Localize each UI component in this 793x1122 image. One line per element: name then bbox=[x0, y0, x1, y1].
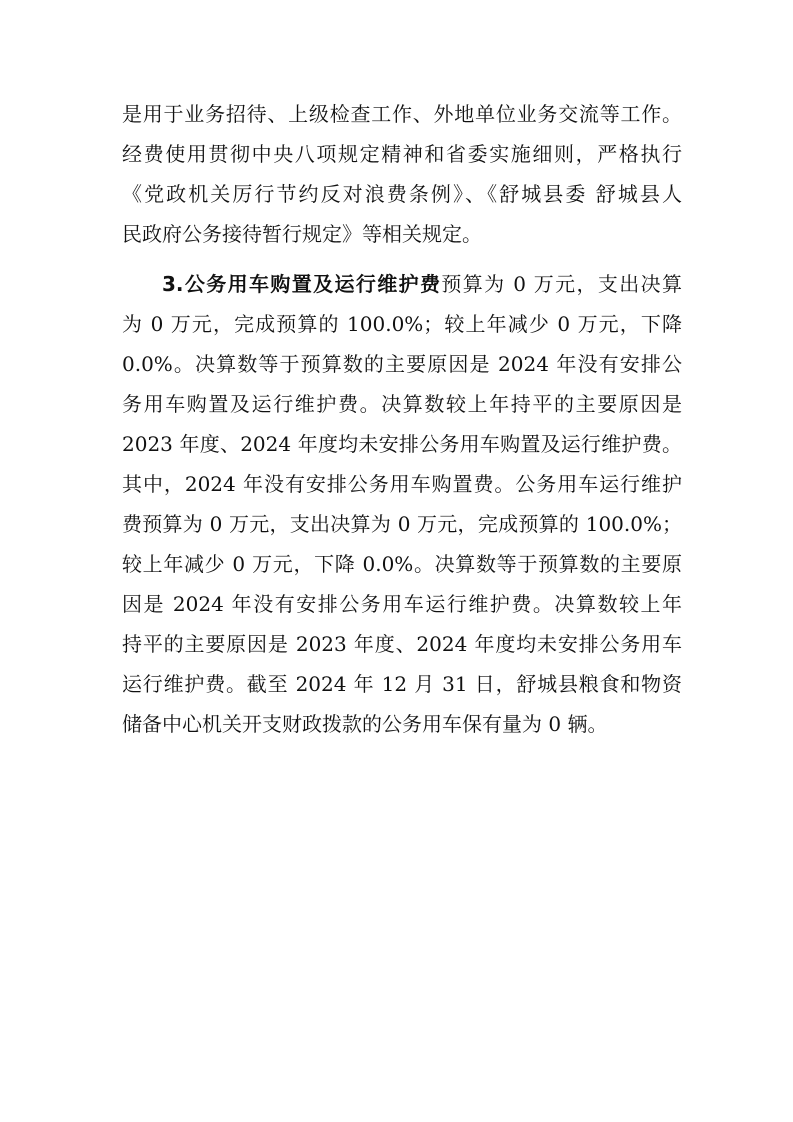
paragraph-1-line-2: 经费使用贯彻中央八项规定精神和省委实施细则，严格执行 bbox=[122, 142, 682, 166]
paragraph-1-line-1: 是用于业务招待、上级检查工作、外地单位业务交流等工作。 bbox=[122, 102, 682, 126]
paragraph-2-line-6: 其中，2024 年没有安排公务用车购置费。公务用车运行维护 bbox=[122, 472, 682, 496]
paragraph-2-line-3: 0.0%。决算数等于预算数的主要原因是 2024 年没有安排公 bbox=[122, 352, 682, 376]
paragraph-2-line-4: 务用车购置及运行维护费。决算数较上年持平的主要原因是 bbox=[122, 392, 682, 416]
paragraph-2-line-8: 较上年减少 0 万元，下降 0.0%。决算数等于预算数的主要原 bbox=[122, 552, 682, 576]
paragraph-2-line-12: 储备中心机关开支财政拨款的公务用车保有量为 0 辆。 bbox=[122, 712, 608, 736]
paragraph-2-line-1 bbox=[162, 264, 682, 304]
paragraph-2-line-5: 2023 年度、2024 年度均未安排公务用车购置及运行维护费。 bbox=[122, 432, 682, 456]
paragraph-2-line-9: 因是 2024 年没有安排公务用车运行维护费。决算数较上年 bbox=[122, 592, 682, 616]
paragraph-2-line-11: 运行维护费。截至 2024 年 12 月 31 日，舒城县粮食和物资 bbox=[122, 672, 682, 696]
paragraph-2-line-1-text: 预算为 0 万元，支出决算 bbox=[441, 272, 682, 296]
section-heading: 3.公务用车购置及运行维护费 bbox=[162, 272, 442, 296]
paragraph-2-line-10: 持平的主要原因是 2023 年度、2024 年度均未安排公务用车 bbox=[122, 632, 682, 656]
paragraph-2-line-7: 费预算为 0 万元，支出决算为 0 万元，完成预算的 100.0%； bbox=[122, 512, 682, 536]
paragraph-1-line-4: 民政府公务接待暂行规定》等相关规定。 bbox=[122, 222, 482, 246]
paragraph-2-line-2: 为 0 万元，完成预算的 100.0%；较上年减少 0 万元，下降 bbox=[122, 312, 682, 336]
paragraph-1-line-3: 《党政机关厉行节约反对浪费条例》、《舒城县委 舒城县人 bbox=[122, 182, 682, 206]
